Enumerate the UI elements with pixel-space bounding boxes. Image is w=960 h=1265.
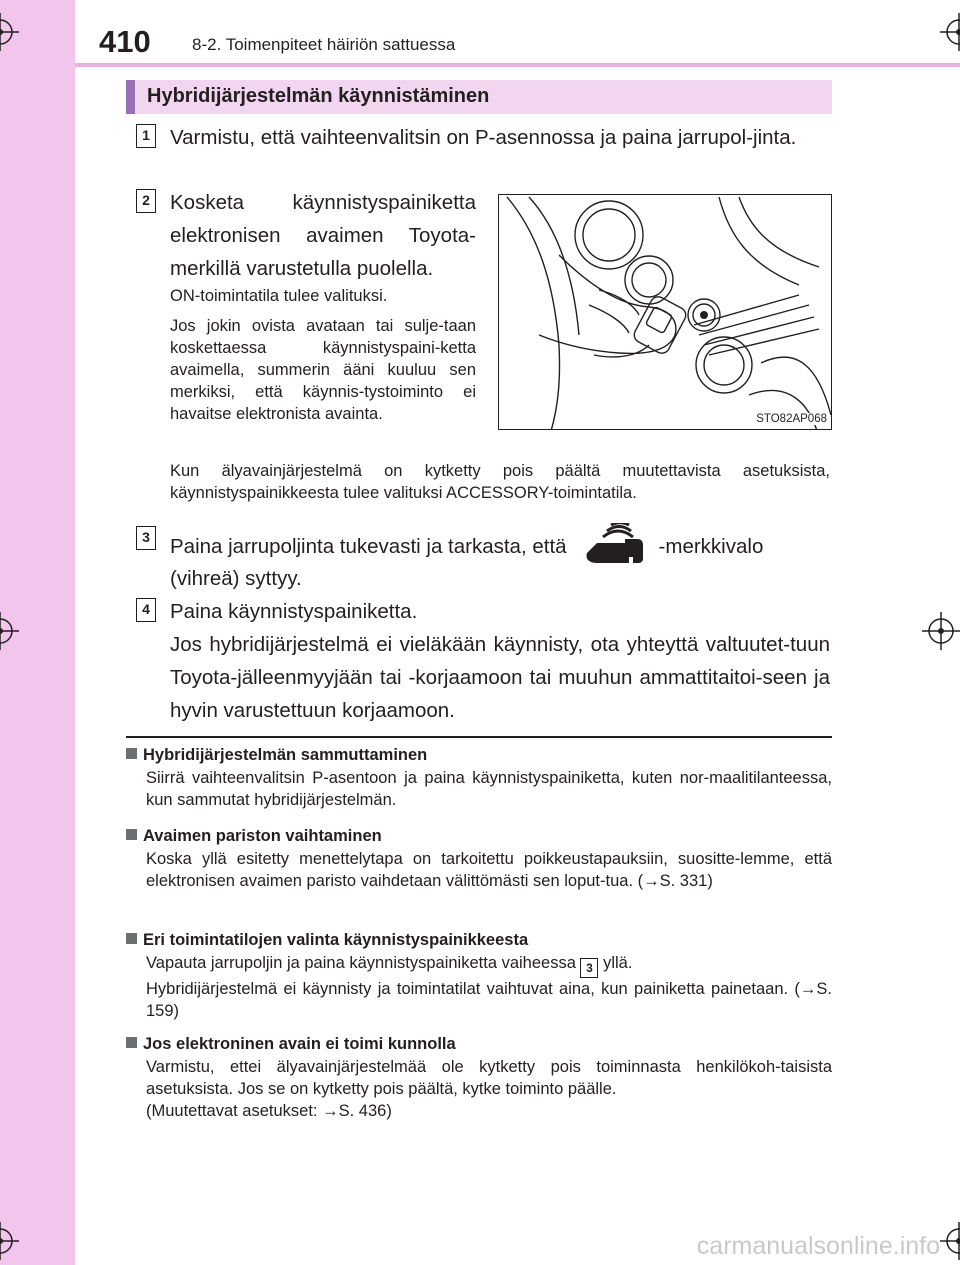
square-bullet-icon	[126, 1037, 137, 1048]
square-bullet-icon	[126, 829, 137, 840]
power-switch-illustration	[499, 195, 832, 430]
note-text: Koska yllä esitetty menettelytapa on tarkoitettu poikkeustapauksiin, suositte-lemme, että elektronisen avaimen paristo vaihdetaan välittömästi sen loput-tua. (	[146, 850, 832, 890]
figure-caption: STO82AP068	[756, 413, 827, 425]
note-text: )	[386, 1102, 392, 1120]
note-pariston-vaihtaminen	[126, 827, 832, 892]
arrow-icon: →	[322, 1102, 339, 1120]
note-title: Jos elektroninen avain ei toimi kunnolla	[143, 1035, 456, 1053]
crop-mark-icon	[0, 1222, 19, 1260]
divider	[126, 736, 832, 738]
step-number-3: 3	[136, 526, 156, 550]
note-title: Eri toimintatilojen valinta käynnistyspainikkeesta	[143, 931, 529, 949]
note-text: )	[173, 1002, 180, 1020]
crop-mark-icon	[0, 612, 19, 650]
section-heading: Hybridijärjestelmän käynnistäminen	[147, 85, 490, 107]
step-2-note: ON-toimintatila tulee valituksi.	[170, 287, 388, 305]
square-bullet-icon	[126, 748, 137, 759]
crop-mark-icon	[922, 612, 960, 650]
crop-mark-icon	[940, 13, 960, 51]
note-toimintatilojen-valinta	[126, 931, 832, 1022]
step-reference-box: 3	[580, 958, 598, 978]
note-body: Siirrä vaihteenvalitsin P-asentoon ja paina käynnistyspainiketta, kuten nor-maalitilanteessa, kun sammutat hybridijärjestelmän.	[146, 769, 832, 809]
note-text: Hybridijärjestelmä ei käynnisty ja toimintatilat vaihtuvat aina, kun painiketta painetaan. (	[146, 980, 800, 998]
step-3-text: -merkkivalo	[658, 535, 764, 558]
note-body	[126, 1100, 832, 1122]
arrow-icon: →	[643, 872, 660, 890]
note-text: yllä.	[603, 954, 633, 972]
step-2-text: Kosketa käynnistyspainiketta elektronisen avaimen Toyota-merkillä varustetulla puolella.	[170, 191, 476, 280]
note-title: Avaimen pariston vaihtaminen	[143, 827, 382, 845]
step-4-text: Paina käynnistyspainiketta.	[170, 600, 418, 623]
note-text: )	[707, 872, 713, 890]
crop-mark-icon	[0, 13, 19, 51]
step-number-2: 2	[136, 189, 156, 213]
step-1-text: Varmistu, että vaihteenvalitsin on P-asennossa ja paina jarrupol-jinta.	[170, 126, 797, 149]
step-2-note: Kun älyavainjärjestelmä on kytketty pois päältä muutettavista asetuksista, käynnistyspainikkeesta tulee valituksi ACCESSORY-toimintatila.	[170, 462, 830, 502]
note-avain-ei-toimi	[126, 1035, 832, 1122]
note-text: Vapauta jarrupoljin ja paina käynnistyspainiketta vaiheessa	[146, 954, 576, 972]
square-bullet-icon	[126, 933, 137, 944]
step-2-note: Jos jokin ovista avataan tai sulje-taan koskettaessa käynnistyspaini-ketta avaimella, summerin ääni kuuluu sen merkiksi, että käynnis-tystoiminto ei havaitse elektronista avainta.	[170, 317, 476, 423]
header-rule	[75, 63, 960, 67]
key-indicator-icon	[581, 523, 645, 573]
crop-mark-icon	[940, 1222, 960, 1260]
page-reference[interactable]: S. 331	[659, 872, 708, 890]
note-body-line	[126, 952, 832, 978]
arrow-icon: →	[799, 980, 817, 998]
step-number-4: 4	[136, 598, 156, 622]
note-body	[126, 978, 832, 1022]
step-number-1: 1	[136, 124, 156, 148]
note-body: Varmistu, ettei älyavainjärjestelmää ole kytketty pois toiminnasta henkilökoh-taisista asetuksista. Jos se on kytketty pois päältä, kytke toiminto päälle.	[146, 1058, 832, 1098]
section-heading-bar	[126, 80, 832, 114]
page-reference[interactable]: S. 159	[146, 980, 832, 1020]
page-reference[interactable]: S. 436	[338, 1102, 387, 1120]
illustration-key-touch-power-button	[498, 194, 832, 430]
note-body	[126, 848, 832, 892]
page-number: 410	[99, 24, 151, 59]
section-title: 8-2. Toimenpiteet häiriön sattuessa	[192, 35, 456, 54]
step-3-text: Paina jarrupoljinta tukevasti ja tarkasta, että	[170, 535, 567, 558]
note-text: (Muutettavat asetukset:	[146, 1102, 323, 1120]
closing-paragraph: Jos hybridijärjestelmä ei vieläkään käynnisty, ota yhteyttä valtuutet-tuun Toyota-jälleenmyyjään tai -korjaamoon tai muuhun ammattitaitoi-seen ja hyvin varustettuun korjaamoon.	[170, 633, 830, 722]
step-3-text: (vihreä) syttyy.	[170, 567, 302, 590]
note-sammuttaminen	[126, 746, 832, 811]
note-title: Hybridijärjestelmän sammuttaminen	[143, 746, 428, 764]
watermark: carmanualsonline.info	[696, 1232, 940, 1260]
